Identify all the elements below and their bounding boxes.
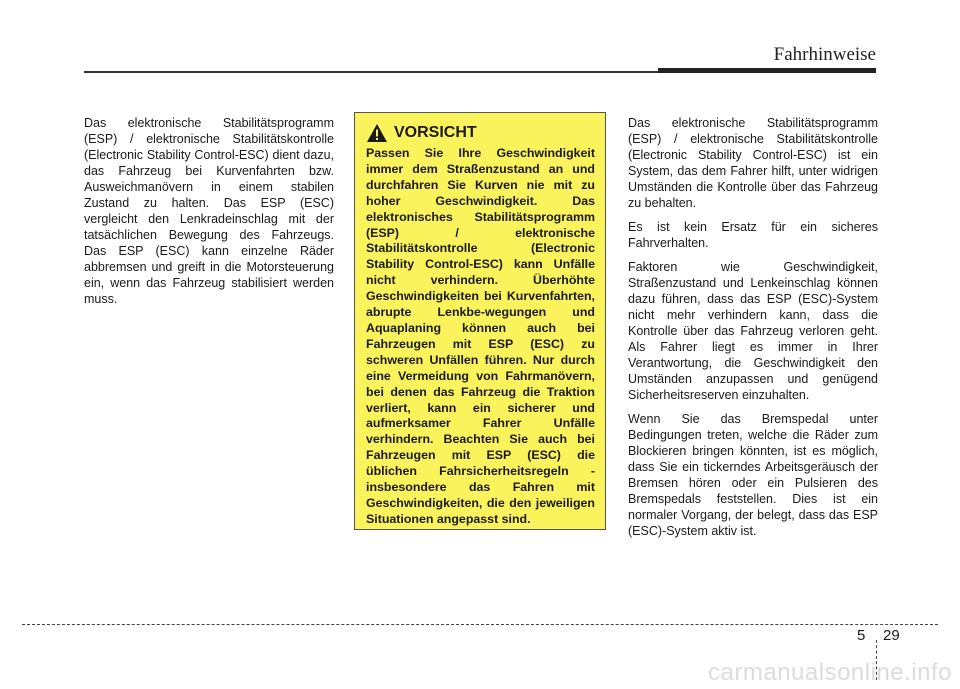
chapter-number: 5 [857, 627, 866, 644]
header-rule-accent [658, 68, 876, 73]
page-section-title: Fahrhinweise [773, 44, 876, 65]
caution-text: Passen Sie Ihre Geschwindigkeit immer dem Straßenzustand an und durchfahren Sie Kurven nie mit zu hoher Geschwindigkeit. Das elektronisches Stabilitätsprogramm (ESP) / elektronische Stabilitätskontrolle (Electronic Stability Control-ESC) kann Unfälle nicht verhindern. Überhöhte Geschwindigkeiten bei Kurvenfahrten, abrupte Lenkbe-wegungen und Aquaplaning können auch bei Fahrzeugen mit ESP (ESC) zu schweren Unfällen führen. Nur durch eine Vermeidung von Fahrmanövern, bei denen das Fahrzeug die Traktion verliert, kann ein sicherer und aufmerksamer Fahrer Unfälle verhindern. Beachten Sie auch bei Fahrzeugen mit ESP (ESC) die üblichen Fahrsicherheitsregeln - insbesondere das Fahren mit Geschwindigkeiten, die den jeweiligen Situationen angepasst sind. [366, 146, 595, 526]
right-paragraph: Faktoren wie Geschwindigkeit, Straßenzustand und Lenkeinschlag können dazu führen, dass das ESP (ESC)-System nicht mehr verhindern kann, dass die Kontrolle über das Fahrzeug verloren geht. Als Fahrer liegt es immer in Ihrer Verantwortung, die Geschwindigkeit den Umständen anzupassen und genügend Sicherheitsreserven einzuhalten. [628, 260, 878, 402]
caution-heading [366, 123, 595, 143]
footer-rule [22, 624, 938, 625]
right-column [628, 115, 878, 547]
right-paragraph: Das elektronische Stabilitätsprogramm (ESP) / elektronische Stabilitätskontrolle (Electronic Stability Control-ESC) ist ein System, das dem Fahrer hilft, unter widrigen Umständen die Kontrolle über das Fahrzeug zu behalten. [628, 116, 878, 210]
right-paragraph: Wenn Sie das Bremspedal unter Bedingungen treten, welche die Räder zum Blockieren bringen könnten, ist es möglich, dass Sie ein tickerndes Arbeitsgeräusch der Bremsen hören oder ein Pulsieren des Bremspedals feststellen. Dies ist ein normaler Vorgang, der belegt, dass das ESP (ESC)-System aktiv ist. [628, 412, 878, 538]
right-paragraph: Es ist kein Ersatz für ein sicheres Fahrverhalten. [628, 220, 878, 250]
left-paragraph: Das elektronische Stabilitätsprogramm (ESP) / elektronische Stabilitätskontrolle (Electronic Stability Control-ESC) dient dazu, das Fahrzeug bei Kurvenfahrten bzw. Ausweichmanövern in einem stabilen Zustand zu halten. Das ESP (ESC) vergleicht den Lenkradeinschlag mit der tatsächlichen Bewegung des Fahrzeugs. Das ESP (ESC) kann einzelne Räder abbremsen und greift in die Motorsteuerung ein, wenn das Fahrzeug stabilisiert werden muss. [84, 116, 334, 306]
warning-triangle-icon [366, 123, 388, 143]
caution-title: VORSICHT [394, 124, 477, 141]
caution-box [354, 112, 606, 530]
watermark: carmanualsonline.info [708, 659, 952, 686]
page-number: 29 [883, 627, 900, 644]
header-rule [84, 71, 660, 73]
left-column [84, 115, 334, 315]
